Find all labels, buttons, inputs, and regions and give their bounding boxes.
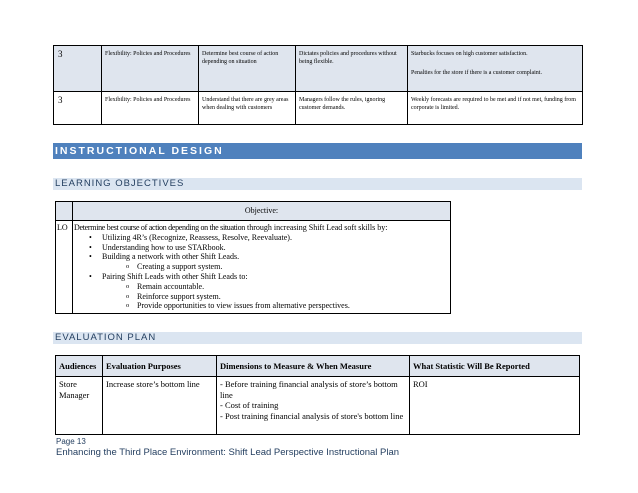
dimensions-cell	[217, 377, 410, 435]
lo-label: LO	[56, 221, 73, 314]
objective-lead-bold: Determine best course of action depending on the situation	[74, 223, 245, 232]
objective-item: o Creating a support system.	[74, 262, 448, 272]
objective-item: • Utilizing 4R’s (Recognize, Reassess, Resolve, Reevaluate).	[74, 233, 448, 243]
table-row	[56, 202, 451, 221]
objective-item: • Pairing Shift Leads with other Shift Leads to:	[74, 272, 448, 282]
objective-body	[73, 221, 451, 314]
example-cell: Weekly forecasts are required to be met and if not met, funding from corporate is limited.	[408, 92, 583, 125]
example-text: Starbucks focuses on high customer satisfaction.	[411, 51, 528, 57]
level-cell: 3	[54, 46, 102, 92]
objective-item: • Building a network with other Shift Leads.	[74, 252, 448, 262]
example-cell	[408, 46, 583, 92]
objective-item: o Provide opportunities to view issues from alternative perspectives.	[74, 301, 448, 311]
level-cell: 3	[54, 92, 102, 125]
table-row	[56, 356, 580, 377]
objective-list	[74, 233, 448, 311]
competency-cell: Flexibility: Policies and Procedures	[102, 92, 199, 125]
statistic-cell: ROI	[410, 377, 580, 435]
negative-cell: Managers follow the rules, ignoring customer demands.	[296, 92, 408, 125]
table-row	[56, 221, 451, 314]
competency-cell: Flexibility: Policies and Procedures	[102, 46, 199, 92]
negative-cell: Dictates policies and procedures without being flexible.	[296, 46, 408, 92]
objectives-table	[55, 201, 451, 314]
dimension-item: - Cost of training	[220, 400, 279, 410]
behavior-cell: Determine best course of action depending on situation	[199, 46, 296, 92]
objective-header: Objective:	[73, 202, 451, 221]
footer-title: Enhancing the Third Place Environment: Shift Lead Perspective Instructional Plan	[56, 447, 400, 458]
objective-lead	[74, 223, 448, 233]
table-row	[56, 377, 580, 435]
table-row	[54, 46, 583, 92]
objective-item: o Remain accountable.	[74, 282, 448, 292]
evaluation-table	[55, 355, 580, 435]
objective-lead-rest: through increasing Shift Lead soft skills by:	[245, 223, 388, 232]
purpose-cell: Increase store’s bottom line	[103, 377, 217, 435]
section-heading-instructional-design: INSTRUCTIONAL DESIGN	[53, 143, 582, 159]
header-purposes: Evaluation Purposes	[103, 356, 217, 377]
dimension-item: - Post training financial analysis of store's bottom line	[220, 410, 404, 421]
header-statistic: What Statistic Will Be Reported	[410, 356, 580, 377]
section-heading-learning-objectives: LEARNING OBJECTIVES	[53, 178, 582, 190]
objective-item: o Reinforce support system.	[74, 292, 448, 302]
header-dimensions: Dimensions to Measure & When Measure	[217, 356, 410, 377]
audience-cell: Store Manager	[56, 377, 103, 435]
objective-item: • Understanding how to use STARbook.	[74, 243, 448, 253]
lo-header-empty	[56, 202, 73, 221]
dimension-item: - Before training financial analysis of store’s bottom line	[220, 379, 398, 400]
page-number: Page 13	[56, 437, 86, 446]
competency-table	[53, 45, 583, 125]
section-heading-evaluation-plan: EVALUATION PLAN	[53, 332, 582, 344]
behavior-cell: Understand that there are grey areas when dealing with customers	[199, 92, 296, 125]
example-text: Penalties for the store if there is a customer complaint.	[411, 69, 542, 76]
header-audiences: Audiences	[56, 356, 103, 377]
table-row	[54, 92, 583, 125]
